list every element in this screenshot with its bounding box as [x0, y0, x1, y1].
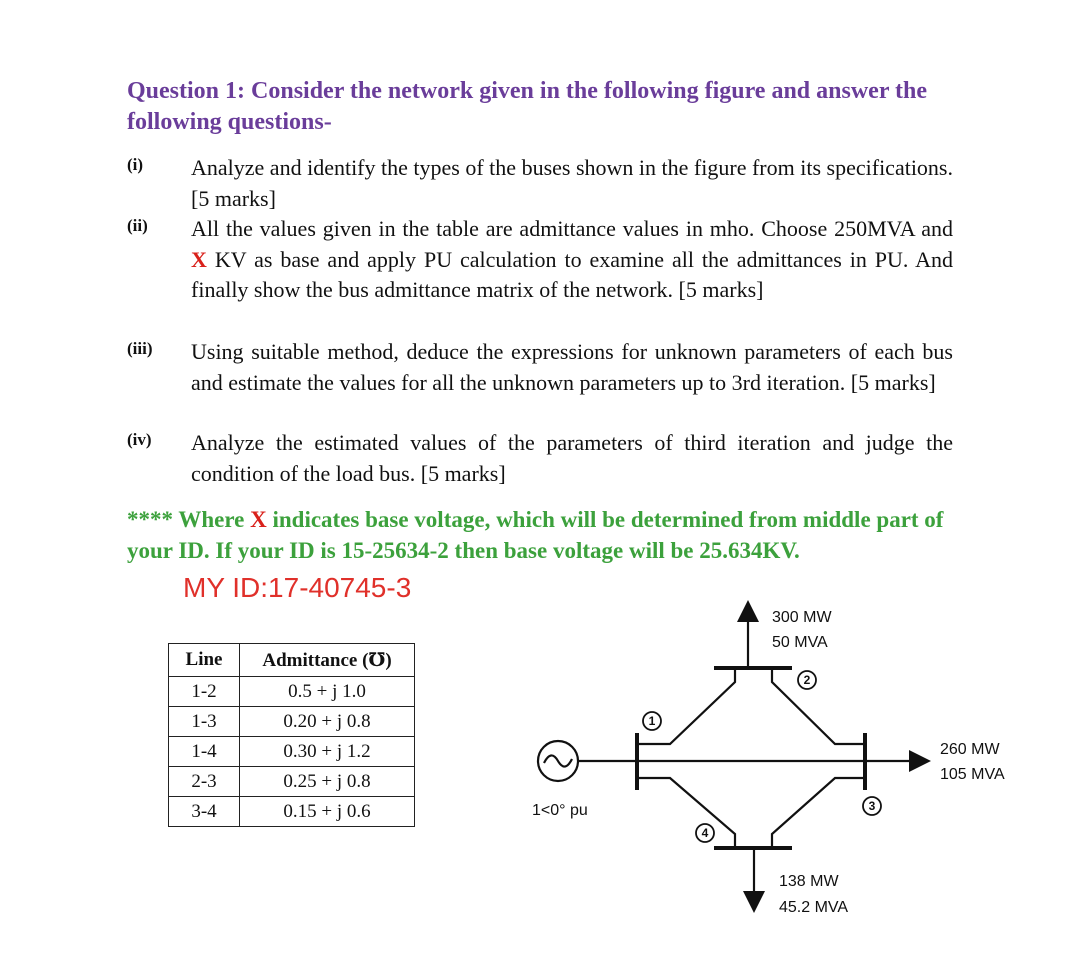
admittance-cell: 0.20 + j 0.8	[240, 707, 415, 737]
item-text: Using suitable method, deduce the expressions for unknown parameters of each bus and estimate the values for all the unknown parameters up to 3rd iteration. [5 marks]	[191, 339, 953, 395]
slack-bus-voltage: 1<0° pu	[532, 802, 588, 819]
bus-3-load-p: 260 MW	[940, 741, 1000, 758]
bus-4-number: 4	[701, 826, 709, 840]
note-marker: X	[250, 507, 267, 532]
admittance-cell: 0.5 + j 1.0	[240, 677, 415, 707]
item-number: (iv)	[127, 430, 152, 449]
line-cell: 1-2	[169, 677, 240, 707]
bus-2-load-q: 50 MVA	[772, 634, 828, 651]
item-number: (iii)	[127, 339, 153, 358]
bus-2-load-p: 300 MW	[772, 609, 832, 626]
question-title: Question 1: Consider the network given in the following figure and answer the following questions-	[127, 78, 928, 135]
note-text: indicates base voltage, which will be determined from middle part of your ID. If your ID is 15-25634-2 then base voltage will be 25.634KV.	[127, 507, 944, 563]
line-cell: 2-3	[169, 767, 240, 797]
bus-3-load-q: 105 MVA	[940, 766, 1005, 783]
admittance-cell: 0.15 + j 0.6	[240, 797, 415, 827]
item-text-part: All the values given in the table are admittance values in mho. Choose 250MVA and	[191, 216, 953, 241]
line-cell: 1-4	[169, 737, 240, 767]
line-2-3	[772, 668, 865, 744]
line-1-2	[637, 668, 735, 744]
item-text: Analyze the estimated values of the parameters of third iteration and judge the condition of the load bus. [5 marks]	[191, 430, 953, 486]
base-voltage-marker: X	[191, 246, 207, 272]
bus-4-load-q: 45.2 MVA	[779, 899, 849, 916]
line-1-4	[637, 778, 735, 848]
item-number: (ii)	[127, 216, 148, 235]
item-number: (i)	[127, 155, 144, 174]
line-cell: 1-3	[169, 707, 240, 737]
header-line: Line	[169, 644, 240, 677]
line-3-4	[772, 778, 865, 848]
item-text-part: KV as base and apply PU calculation to examine all the admittances in PU. And finally show the bus admittance matrix of the network. [5 marks]	[191, 246, 953, 302]
bus-3-number: 3	[868, 799, 876, 813]
sine-symbol	[544, 755, 572, 766]
bus-1-number: 1	[648, 714, 656, 728]
student-id: MY ID:17-40745-3	[183, 572, 412, 603]
line-cell: 3-4	[169, 797, 240, 827]
item-text: Analyze and identify the types of the buses shown in the figure from its specifications. [5 marks]	[191, 155, 953, 211]
admittance-cell: 0.30 + j 1.2	[240, 737, 415, 767]
bus-4-load-p: 138 MW	[779, 873, 839, 890]
bus-2-number: 2	[803, 673, 811, 687]
header-admittance: Admittance (℧)	[240, 644, 415, 677]
admittance-cell: 0.25 + j 0.8	[240, 767, 415, 797]
note-text: **** Where	[127, 507, 251, 532]
